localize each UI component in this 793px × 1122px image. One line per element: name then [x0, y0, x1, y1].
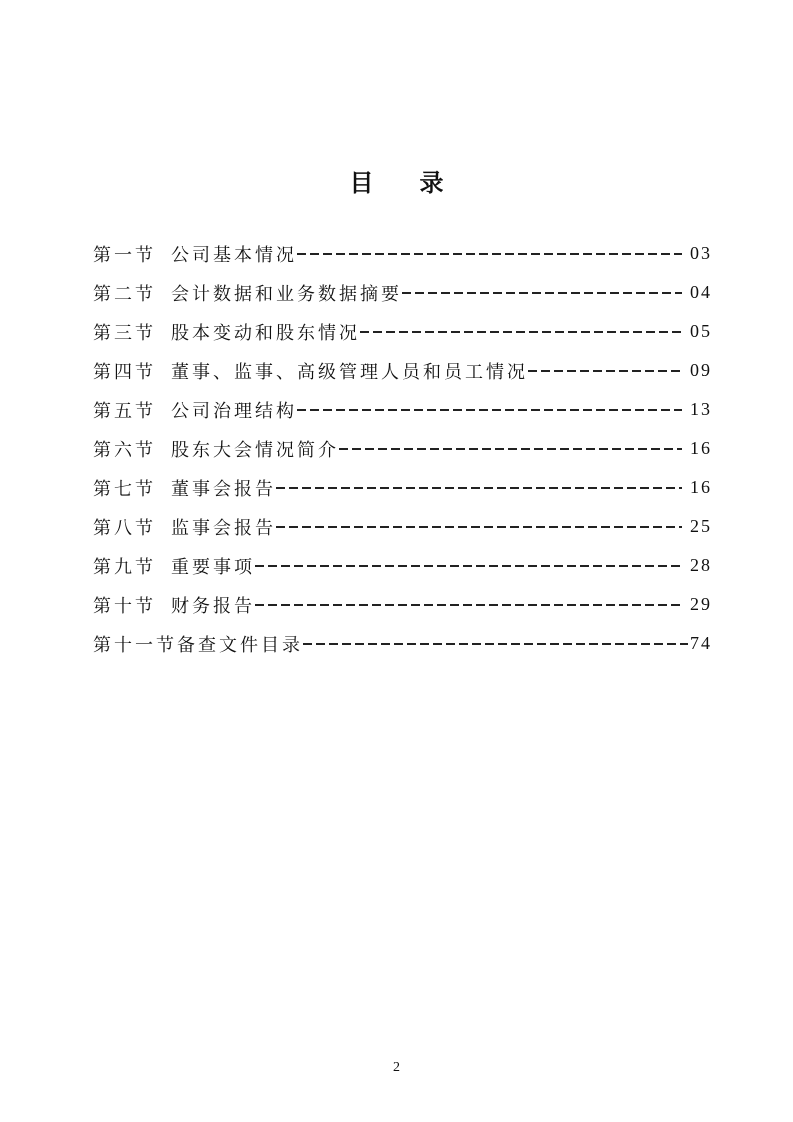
toc-page-number: 03 [690, 243, 712, 263]
toc-entry[interactable] [93, 312, 712, 351]
toc-page-number: 04 [690, 282, 712, 302]
toc-dot-leader [255, 565, 682, 567]
toc-section-title: 公司基本情况 [171, 244, 297, 266]
toc-entry[interactable] [93, 624, 712, 663]
toc-section-title: 董事、监事、高级管理人员和员工情况 [171, 361, 528, 383]
toc-dot-leader [276, 487, 682, 489]
toc-page-number: 16 [690, 477, 712, 497]
toc-section-title: 监事会报告 [171, 517, 276, 539]
toc-entry[interactable] [93, 273, 712, 312]
toc-section-number: 第十节 [93, 595, 156, 617]
toc-dot-leader [297, 253, 682, 255]
toc-section-number: 第四节 [93, 361, 156, 383]
toc-dot-leader [402, 292, 682, 294]
toc-section-title: 董事会报告 [171, 478, 276, 500]
toc-section-number: 第六节 [93, 439, 156, 461]
toc-entry[interactable] [93, 507, 712, 546]
toc-page-number: 25 [690, 516, 712, 536]
toc-section-number: 第九节 [93, 556, 156, 578]
toc-dot-leader [360, 331, 682, 333]
toc-page-number: 16 [690, 438, 712, 458]
toc-section-number: 第一节 [93, 244, 156, 266]
toc-dot-leader [255, 604, 682, 606]
toc-section-title: 财务报告 [171, 595, 255, 617]
toc-section-number: 第五节 [93, 400, 156, 422]
table-of-contents [93, 234, 712, 663]
toc-entry[interactable] [93, 234, 712, 273]
toc-page-number: 05 [690, 321, 712, 341]
toc-page-number: 09 [690, 360, 712, 380]
toc-dot-leader [528, 370, 682, 372]
toc-entry[interactable] [93, 429, 712, 468]
toc-section-number: 第七节 [93, 478, 156, 500]
toc-title-char-1: 目 [349, 169, 374, 197]
toc-entry[interactable] [93, 351, 712, 390]
toc-entry[interactable] [93, 390, 712, 429]
toc-page-number: 29 [690, 594, 712, 614]
toc-section-number: 第三节 [93, 322, 156, 344]
toc-section-title: 股本变动和股东情况 [171, 322, 360, 344]
toc-section-title: 会计数据和业务数据摘要 [171, 283, 402, 305]
toc-section-number: 第八节 [93, 517, 156, 539]
toc-page-number: 74 [690, 633, 712, 653]
toc-section-number: 第十一节 [93, 634, 177, 656]
toc-page-number: 28 [690, 555, 712, 575]
toc-title [0, 163, 793, 198]
toc-dot-leader [297, 409, 682, 411]
toc-section-title: 备查文件目录 [177, 634, 303, 656]
toc-section-number: 第二节 [93, 283, 156, 305]
toc-dot-leader [303, 643, 688, 645]
page-number-footer: 2 [393, 1060, 400, 1075]
toc-page-number: 13 [690, 399, 712, 419]
toc-section-title: 重要事项 [171, 556, 255, 578]
toc-dot-leader [339, 448, 682, 450]
toc-entry[interactable] [93, 585, 712, 624]
toc-section-title: 股东大会情况简介 [171, 439, 339, 461]
toc-title-char-2: 录 [419, 169, 444, 197]
toc-dot-leader [276, 526, 682, 528]
toc-entry[interactable] [93, 546, 712, 585]
toc-entry[interactable] [93, 468, 712, 507]
toc-section-title: 公司治理结构 [171, 400, 297, 422]
